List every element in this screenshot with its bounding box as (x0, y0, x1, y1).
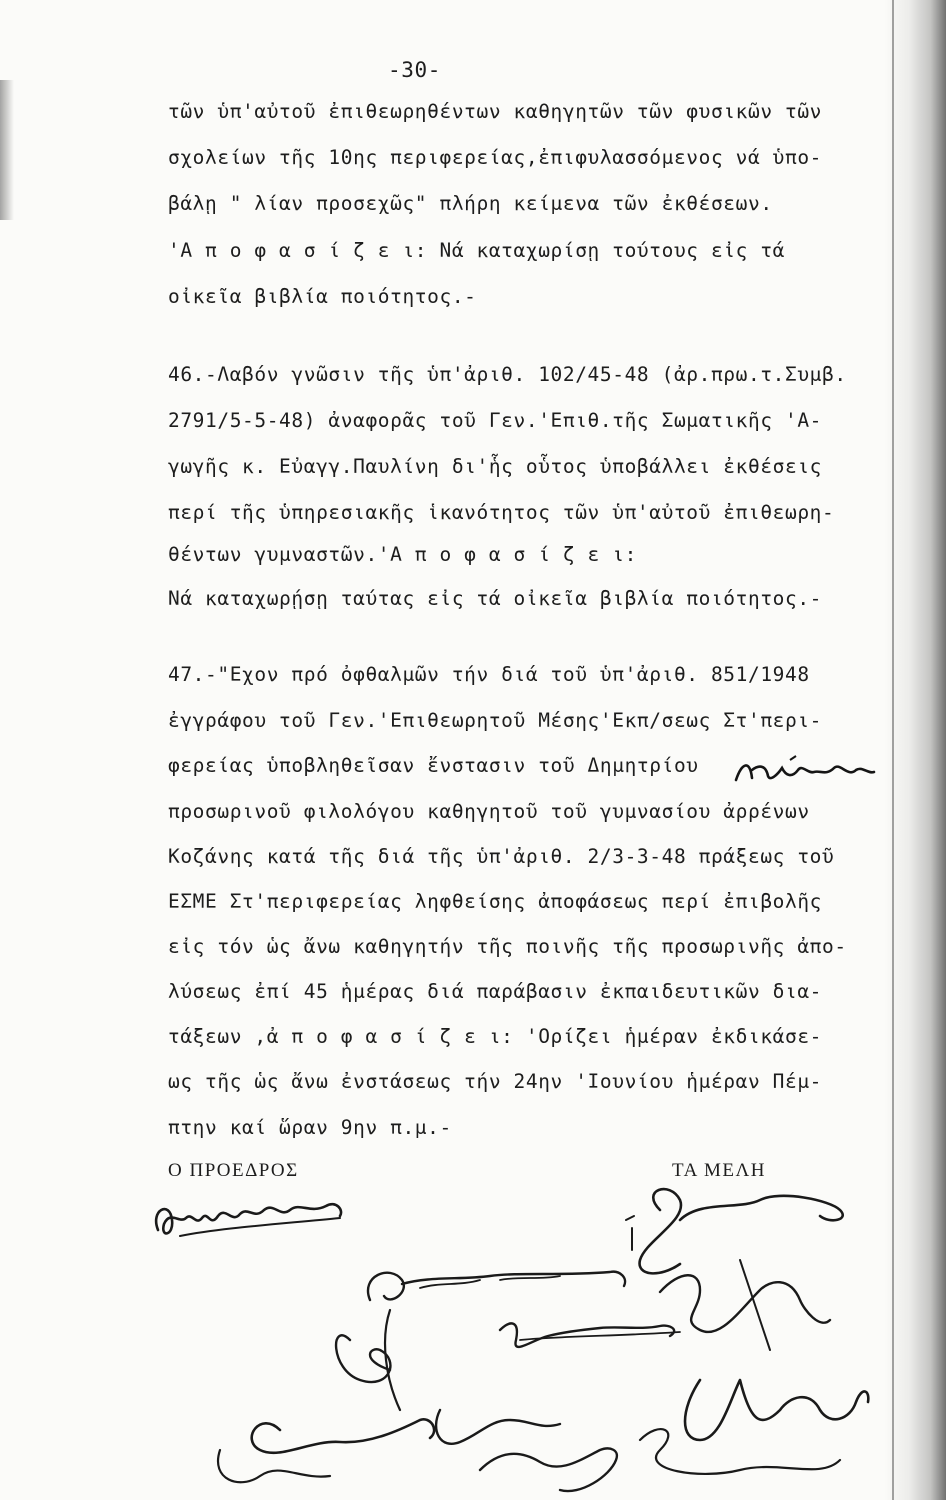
text-line-6: 46.-Λαβόν γνῶσιν τῆς ὑπ'ἀριθ. 102/45-48 (ἀρ.πρω.τ.Συμβ. (168, 363, 847, 386)
text-line-10: θέντων γυμναστῶν.'Α π ο φ α σ ί ζ ε ι: (168, 543, 637, 566)
text-line-22: πτην καί ὥραν 9ην π.μ.- (168, 1116, 452, 1139)
bleed-through-text (559, 0, 860, 50)
text-line-18: εἰς τόν ὡς ἄνω καθηγητήν τῆς ποινῆς τῆς προσωρινῆς ἀπο- (168, 935, 847, 958)
member-signature-4 (336, 1310, 400, 1410)
text-line-20: τάξεων ,ἀ π ο φ α σ ί ζ ε ι: 'Ορίζει ἡμέραν ἐκδικάσε- (168, 1025, 823, 1048)
text-line-15: προσωρινοῦ φιλολόγου καθηγητοῦ τοῦ γυμνασίου ἀρρένων (168, 800, 810, 823)
handwritten-surname (730, 752, 880, 788)
text-line-14: φερείας ὑποβληθεῖσαν ἔνστασιν τοῦ Δημητρίου (168, 754, 699, 777)
text-line-2: σχολείων τῆς 10ης περιφερείας,ἐπιφυλασσόμενος νά ὑπο- (168, 146, 823, 169)
text-line-8: γωγῆς κ. Εὐαγγ.Παυλίνη δι'ἧς οὗτος ὑποβάλλει ἐκθέσεις (168, 455, 823, 478)
member-signature-5 (500, 1323, 680, 1347)
member-signature-2 (368, 1272, 625, 1300)
text-line-4: 'Α π ο φ α σ ί ζ ε ι: Νά καταχωρίσῃ τούτους εἰς τά (168, 239, 785, 262)
text-line-12: 47.-"Εχον πρό ὀφθαλμῶν τήν διά τοῦ ὑπ'ἀριθ. 851/1948 (168, 663, 810, 686)
text-line-13: ἐγγράφου τοῦ Γεν.'Επιθεωρητοῦ Μέσης'Εκπ/σεως Στ'περι- (168, 709, 823, 732)
text-line-21: ως τῆς ὡς ἄνω ἐνστάσεως τήν 24ην 'Ιουνίου ἡμέραν Πέμ- (168, 1070, 823, 1093)
member-signature-6 (640, 1380, 868, 1474)
scan-smudge (0, 80, 14, 220)
text-line-11: Νά καταχωρῄσῃ ταύτας εἰς τά οἰκεῖα βιβλία ποιότητος.- (168, 587, 823, 610)
binding-edge (892, 0, 894, 1500)
member-signature-3 (660, 1260, 830, 1350)
text-line-5: οἰκεῖα βιβλία ποιότητος.- (168, 285, 477, 308)
president-signature (156, 1204, 341, 1236)
text-line-16: Κοζάνης κατά τῆς διά τῆς ὑπ'ἀριθ. 2/3-3-48 πράξεως τοῦ (168, 845, 835, 868)
text-line-19: λύσεως ἐπί 45 ἡμέρας διά παράβασιν ἐκπαιδευτικῶν δια- (168, 980, 823, 1003)
members-label: ΤΑ ΜΕΛΗ (672, 1160, 767, 1181)
text-line-1: τῶν ὑπ'αὐτοῦ ἐπιθεωρηθέντων καθηγητῶν τῶν φυσικῶν τῶν (168, 100, 823, 123)
member-signature-1 (626, 1189, 843, 1273)
member-signature-8 (436, 1410, 617, 1491)
text-line-9: περί τῆς ὑπηρεσιακῆς ἱκανότητος τῶν ὑπ'αὐτοῦ ἐπιθεωρη- (168, 501, 835, 524)
member-signature-7 (218, 1419, 434, 1482)
signatures-area (140, 1180, 880, 1500)
text-line-3: βάλῃ " λίαν προσεχῶς" πλήρη κείμενα τῶν ἐκθέσεων. (168, 192, 773, 215)
text-line-7: 2791/5-5-48) ἀναφορᾶς τοῦ Γεν.'Επιθ.τῆς Σωματικῆς 'Α- (168, 409, 823, 432)
text-line-17: ΕΣΜΕ Στ'περιφερείας ληφθείσης ἀποφάσεως περί ἐπιβολῆς (168, 890, 823, 913)
president-label: Ο ΠΡΟΕΔΡΟΣ (168, 1160, 299, 1181)
page-number: -30- (388, 58, 441, 82)
